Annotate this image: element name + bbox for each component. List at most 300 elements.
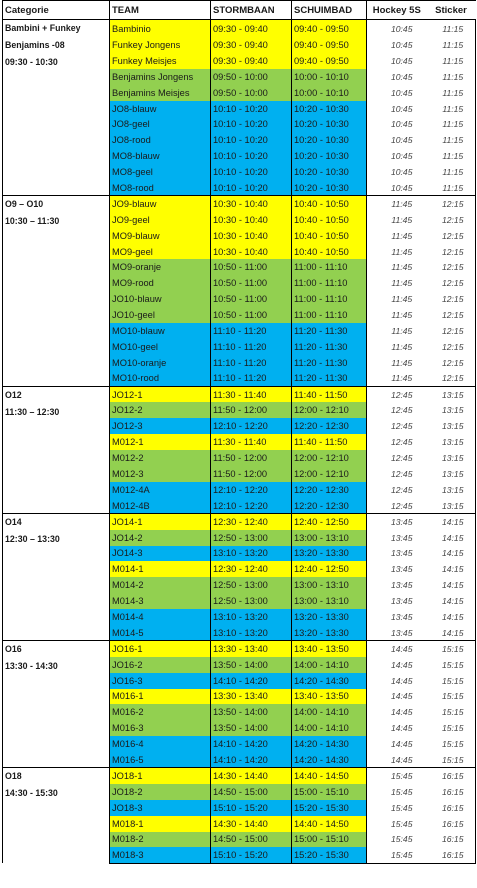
team-cell: JO14-2 <box>110 530 211 546</box>
team-cell: M014-1 <box>110 561 211 577</box>
sticker-time: 11:15 <box>425 132 476 148</box>
sticker-time: 14:15 <box>425 609 476 625</box>
schuimbad-time: 10:40 - 10:50 <box>292 196 367 212</box>
category-time: 14:30 - 15:30 <box>5 788 58 799</box>
category-label: O9 – O10 <box>5 199 44 210</box>
table-body <box>3 20 476 864</box>
hockey-time: 15:45 <box>390 818 413 829</box>
stormbaan-time: 09:50 - 10:00 <box>211 85 292 101</box>
hockey-time: 15:45 <box>367 847 425 863</box>
team-cell: JO12-2 <box>110 402 211 418</box>
schuimbad-time: 10:20 - 10:30 <box>292 132 367 148</box>
schuimbad-time: 09:40 - 09:50 <box>292 53 367 69</box>
hockey-time: 14:45 <box>390 754 413 765</box>
team-cell: Funkey Jongens <box>110 37 211 53</box>
stormbaan-time: 10:10 - 10:20 <box>211 132 292 148</box>
schuimbad-time: 13:00 - 13:10 <box>292 530 367 546</box>
team-cell: M016-4 <box>110 736 211 752</box>
header-row <box>3 1 476 20</box>
hockey-time: 10:45 <box>390 135 413 146</box>
category-time: 11:30 – 12:30 <box>5 407 60 418</box>
schuimbad-time: 09:40 - 09:50 <box>292 20 367 38</box>
team-cell: Bambinio <box>110 20 211 38</box>
schuimbad-time: 13:00 - 13:10 <box>292 593 367 609</box>
stormbaan-time: 11:50 - 12:00 <box>211 450 292 466</box>
schuimbad-time: 12:00 - 12:10 <box>292 450 367 466</box>
category-label: O14 <box>5 517 22 528</box>
stormbaan-time: 12:50 - 13:00 <box>211 530 292 546</box>
category-time: 10:30 – 11:30 <box>5 216 60 227</box>
hockey-time: 12:45 <box>390 500 413 511</box>
schuimbad-time: 15:00 - 15:10 <box>292 784 367 800</box>
stormbaan-time: 10:30 - 10:40 <box>211 228 292 244</box>
sticker-time: 15:15 <box>425 657 476 673</box>
hockey-time: 11:45 <box>391 357 413 368</box>
sticker-time: 15:15 <box>425 704 476 720</box>
schuimbad-time: 10:40 - 10:50 <box>292 228 367 244</box>
sticker-time: 12:15 <box>425 259 476 275</box>
stormbaan-time: 13:30 - 13:40 <box>211 689 292 705</box>
stormbaan-time: 10:10 - 10:20 <box>211 148 292 164</box>
schuimbad-time: 11:20 - 11:30 <box>292 355 367 371</box>
schuimbad-time: 12:00 - 12:10 <box>292 402 367 418</box>
team-cell: JO10-blauw <box>110 291 211 307</box>
team-cell: JO18-3 <box>110 800 211 816</box>
schuimbad-time: 13:00 - 13:10 <box>292 577 367 593</box>
stormbaan-time: 13:30 - 13:40 <box>211 641 292 657</box>
hockey-time: 13:45 <box>390 627 413 638</box>
hockey-time: 11:45 <box>391 246 413 257</box>
hockey-time: 10:45 <box>390 55 413 66</box>
stormbaan-time: 11:30 - 11:40 <box>211 387 292 403</box>
stormbaan-time: 10:50 - 11:00 <box>211 307 292 323</box>
hockey-time: 13:45 <box>390 580 413 591</box>
hockey-time: 14:45 <box>390 675 413 686</box>
sticker-time: 15:15 <box>425 736 476 752</box>
schuimbad-time: 11:00 - 11:10 <box>292 275 367 291</box>
hockey-time: 14:45 <box>390 739 413 750</box>
stormbaan-time: 12:30 - 12:40 <box>211 514 292 530</box>
category-label: Benjamins -08 <box>5 40 65 50</box>
hockey-time: 11:45 <box>391 230 413 241</box>
sticker-time: 16:15 <box>425 847 476 863</box>
hockey-time: 12:45 <box>390 421 413 432</box>
schedule-row <box>3 20 476 38</box>
category-cell <box>3 641 110 768</box>
schuimbad-time: 11:00 - 11:10 <box>292 307 367 323</box>
team-cell: M012-4A <box>110 482 211 498</box>
sticker-time: 16:15 <box>425 816 476 832</box>
team-cell: JO16-1 <box>110 641 211 657</box>
schuimbad-time: 13:40 - 13:50 <box>292 689 367 705</box>
sticker-time: 11:15 <box>425 37 476 53</box>
stormbaan-time: 13:50 - 14:00 <box>211 704 292 720</box>
sticker-time: 11:15 <box>425 85 476 101</box>
schuimbad-time: 12:20 - 12:30 <box>292 482 367 498</box>
category-time: 13:30 - 14:30 <box>5 661 58 672</box>
team-cell: JO8-blauw <box>110 101 211 117</box>
hockey-time: 10:45 <box>390 151 413 162</box>
hockey-time: 12:45 <box>390 437 413 448</box>
category-cell <box>3 514 110 641</box>
stormbaan-time: 14:50 - 15:00 <box>211 832 292 848</box>
team-cell: M016-2 <box>110 704 211 720</box>
team-cell: M018-2 <box>110 832 211 848</box>
team-cell: M016-3 <box>110 720 211 736</box>
stormbaan-time: 13:10 - 13:20 <box>211 625 292 641</box>
stormbaan-time: 10:50 - 11:00 <box>211 275 292 291</box>
hockey-time: 12:45 <box>390 405 413 416</box>
schuimbad-time: 15:00 - 15:10 <box>292 832 367 848</box>
sticker-time: 15:15 <box>425 641 476 657</box>
hockey-time: 14:45 <box>390 723 413 734</box>
stormbaan-time: 15:10 - 15:20 <box>211 800 292 816</box>
stormbaan-time: 10:50 - 11:00 <box>211 259 292 275</box>
schuimbad-time: 15:20 - 15:30 <box>292 847 367 863</box>
stormbaan-time: 10:10 - 10:20 <box>211 180 292 196</box>
hockey-time: 13:45 <box>390 596 413 607</box>
schuimbad-time: 10:20 - 10:30 <box>292 164 367 180</box>
team-cell: M018-1 <box>110 816 211 832</box>
hockey-time: 10:45 <box>390 87 413 98</box>
sticker-time: 11:15 <box>425 164 476 180</box>
team-cell: MO9-rood <box>110 275 211 291</box>
sticker-time: 13:15 <box>425 466 476 482</box>
sticker-time: 12:15 <box>425 339 476 355</box>
team-cell: M014-4 <box>110 609 211 625</box>
stormbaan-time: 10:10 - 10:20 <box>211 116 292 132</box>
schuimbad-time: 11:20 - 11:30 <box>292 371 367 387</box>
sticker-time: 12:15 <box>425 275 476 291</box>
category-cell <box>3 768 110 863</box>
hockey-time: 13:45 <box>390 548 413 559</box>
team-cell: JO12-3 <box>110 418 211 434</box>
team-cell: M018-3 <box>110 847 211 863</box>
sticker-time: 12:15 <box>425 371 476 387</box>
hockey-time: 14:45 <box>390 691 413 702</box>
hockey-time: 14:45 <box>390 707 413 718</box>
team-cell: M012-3 <box>110 466 211 482</box>
hockey-time: 13:45 <box>390 612 413 622</box>
stormbaan-time: 14:30 - 14:40 <box>211 768 292 784</box>
schuimbad-time: 10:20 - 10:30 <box>292 101 367 117</box>
hockey-time: 10:45 <box>390 167 413 178</box>
sticker-time: 12:15 <box>425 228 476 244</box>
sticker-time: 12:15 <box>425 323 476 339</box>
hockey-time: 12:45 <box>390 453 413 464</box>
team-cell: Funkey Meisjes <box>110 53 211 69</box>
hockey-time: 12:45 <box>390 484 413 495</box>
sticker-time: 11:15 <box>425 69 476 85</box>
schuimbad-time: 10:40 - 10:50 <box>292 244 367 260</box>
hockey-time: 11:45 <box>391 214 413 225</box>
stormbaan-time: 10:30 - 10:40 <box>211 244 292 260</box>
schuimbad-time: 11:40 - 11:50 <box>292 434 367 450</box>
team-cell: MO9-geel <box>110 244 211 260</box>
stormbaan-time: 14:10 - 14:20 <box>211 673 292 689</box>
team-cell: MO8-blauw <box>110 148 211 164</box>
sticker-time: 14:15 <box>425 561 476 577</box>
team-cell: MO8-geel <box>110 164 211 180</box>
category-label: O16 <box>5 644 22 655</box>
sticker-time: 11:15 <box>425 116 476 132</box>
header-sticker: Sticker <box>425 1 476 20</box>
hockey-time: 11:45 <box>367 196 425 212</box>
stormbaan-time: 14:50 - 15:00 <box>211 784 292 800</box>
sticker-time: 16:15 <box>425 800 476 816</box>
schedule-row <box>3 387 476 403</box>
category-cell <box>3 196 110 387</box>
stormbaan-time: 12:50 - 13:00 <box>211 577 292 593</box>
schuimbad-time: 10:00 - 10:10 <box>292 69 367 85</box>
stormbaan-time: 13:10 - 13:20 <box>211 609 292 625</box>
hockey-time: 15:45 <box>367 768 425 784</box>
schedule-row <box>3 196 476 212</box>
sticker-time: 14:15 <box>425 546 476 562</box>
hockey-time: 11:45 <box>391 325 413 336</box>
team-cell: M014-5 <box>110 625 211 641</box>
header-hockey: Hockey 5S <box>367 1 425 20</box>
team-cell: JO9-blauw <box>110 196 211 212</box>
stormbaan-time: 11:10 - 11:20 <box>211 355 292 371</box>
schuimbad-time: 14:40 - 14:50 <box>292 768 367 784</box>
sticker-time: 16:15 <box>425 784 476 800</box>
schuimbad-time: 14:40 - 14:50 <box>292 816 367 832</box>
hockey-time: 10:45 <box>390 119 413 130</box>
sticker-time: 11:15 <box>425 148 476 164</box>
sticker-time: 11:15 <box>425 101 476 117</box>
sticker-time: 11:15 <box>425 180 476 196</box>
hockey-time: 11:45 <box>391 373 413 384</box>
sticker-time: 14:15 <box>425 577 476 593</box>
hockey-time: 10:45 <box>390 182 413 193</box>
sticker-time: 14:15 <box>425 593 476 609</box>
stormbaan-time: 10:10 - 10:20 <box>211 101 292 117</box>
stormbaan-time: 09:30 - 09:40 <box>211 37 292 53</box>
sticker-time: 11:15 <box>425 53 476 69</box>
schuimbad-time: 12:20 - 12:30 <box>292 418 367 434</box>
schedule-row <box>3 641 476 657</box>
team-cell: JO16-2 <box>110 657 211 673</box>
schuimbad-time: 09:40 - 09:50 <box>292 37 367 53</box>
stormbaan-time: 10:30 - 10:40 <box>211 212 292 228</box>
team-cell: JO18-2 <box>110 784 211 800</box>
hockey-time: 12:45 <box>367 387 425 403</box>
header-team: TEAM <box>110 1 211 20</box>
hockey-time: 14:45 <box>390 659 413 670</box>
category-label: Bambini + Funkey <box>5 23 81 33</box>
team-cell: MO9-oranje <box>110 259 211 275</box>
hockey-time: 10:45 <box>390 103 413 114</box>
schedule-row <box>3 768 476 784</box>
hockey-time: 13:45 <box>367 514 425 530</box>
category-cell <box>3 20 110 196</box>
stormbaan-time: 11:30 - 11:40 <box>211 434 292 450</box>
schuimbad-time: 13:40 - 13:50 <box>292 641 367 657</box>
team-cell: JO14-3 <box>110 546 211 562</box>
team-cell: M014-3 <box>110 593 211 609</box>
header-category: Categorie <box>3 1 110 20</box>
schuimbad-time: 10:00 - 10:10 <box>292 85 367 101</box>
stormbaan-time: 13:50 - 14:00 <box>211 657 292 673</box>
team-cell: Benjamins Jongens <box>110 69 211 85</box>
sticker-time: 15:15 <box>425 673 476 689</box>
hockey-time: 15:45 <box>390 834 413 845</box>
sticker-time: 16:15 <box>425 768 476 784</box>
schuimbad-time: 14:20 - 14:30 <box>292 673 367 689</box>
category-label: O12 <box>5 390 22 401</box>
sticker-time: 12:15 <box>425 291 476 307</box>
schedule-table <box>2 0 476 864</box>
sticker-time: 13:15 <box>425 450 476 466</box>
hockey-time: 11:45 <box>391 262 413 273</box>
stormbaan-time: 12:50 - 13:00 <box>211 593 292 609</box>
sticker-time: 12:15 <box>425 212 476 228</box>
stormbaan-time: 14:10 - 14:20 <box>211 752 292 768</box>
hockey-time: 10:45 <box>390 39 413 50</box>
table-header <box>3 1 476 20</box>
hockey-time: 11:45 <box>391 341 413 352</box>
schuimbad-time: 10:20 - 10:30 <box>292 180 367 196</box>
schuimbad-time: 10:40 - 10:50 <box>292 212 367 228</box>
sticker-time: 14:15 <box>425 530 476 546</box>
schuimbad-time: 12:20 - 12:30 <box>292 498 367 514</box>
team-cell: M014-2 <box>110 577 211 593</box>
stormbaan-time: 11:50 - 12:00 <box>211 402 292 418</box>
schuimbad-time: 14:00 - 14:10 <box>292 720 367 736</box>
sticker-time: 13:15 <box>425 418 476 434</box>
schuimbad-time: 12:40 - 12:50 <box>292 514 367 530</box>
schuimbad-time: 10:20 - 10:30 <box>292 148 367 164</box>
team-cell: JO14-1 <box>110 514 211 530</box>
team-cell: JO12-1 <box>110 387 211 403</box>
header-schuimbad: SCHUIMBAD <box>292 1 367 20</box>
sticker-time: 13:15 <box>425 387 476 403</box>
stormbaan-time: 10:30 - 10:40 <box>211 196 292 212</box>
team-cell: JO8-geel <box>110 116 211 132</box>
schedule-row <box>3 514 476 530</box>
stormbaan-time: 10:50 - 11:00 <box>211 291 292 307</box>
stormbaan-time: 12:10 - 12:20 <box>211 482 292 498</box>
schuimbad-time: 13:20 - 13:30 <box>292 609 367 625</box>
sticker-time: 15:15 <box>425 689 476 705</box>
sticker-time: 12:15 <box>425 307 476 323</box>
hockey-time: 15:45 <box>390 802 413 813</box>
category-time: 12:30 – 13:30 <box>5 534 60 545</box>
schuimbad-time: 14:00 - 14:10 <box>292 657 367 673</box>
schuimbad-time: 11:00 - 11:10 <box>292 259 367 275</box>
team-cell: JO8-rood <box>110 132 211 148</box>
hockey-time: 11:45 <box>391 294 413 305</box>
team-cell: JO10-geel <box>110 307 211 323</box>
schuimbad-time: 14:00 - 14:10 <box>292 704 367 720</box>
hockey-time: 11:45 <box>391 310 413 321</box>
team-cell: MO9-blauw <box>110 228 211 244</box>
team-cell: M016-1 <box>110 689 211 705</box>
stormbaan-time: 09:30 - 09:40 <box>211 20 292 38</box>
sticker-time: 13:15 <box>425 402 476 418</box>
schuimbad-time: 13:20 - 13:30 <box>292 546 367 562</box>
category-label: O18 <box>5 771 22 782</box>
team-cell: MO10-rood <box>110 371 211 387</box>
schuimbad-time: 11:20 - 11:30 <box>292 323 367 339</box>
team-cell: JO18-1 <box>110 768 211 784</box>
hockey-time: 10:45 <box>390 71 413 82</box>
team-cell: JO9-geel <box>110 212 211 228</box>
stormbaan-time: 09:50 - 10:00 <box>211 69 292 85</box>
team-cell: MO10-oranje <box>110 355 211 371</box>
hockey-time: 15:45 <box>390 786 413 797</box>
team-cell: Benjamins Meisjes <box>110 85 211 101</box>
sticker-time: 15:15 <box>425 720 476 736</box>
stormbaan-time: 11:10 - 11:20 <box>211 323 292 339</box>
sticker-time: 14:15 <box>425 625 476 641</box>
schuimbad-time: 14:20 - 14:30 <box>292 752 367 768</box>
stormbaan-time: 12:10 - 12:20 <box>211 498 292 514</box>
category-time: 09:30 - 10:30 <box>5 57 58 67</box>
schuimbad-time: 12:00 - 12:10 <box>292 466 367 482</box>
stormbaan-time: 12:30 - 12:40 <box>211 561 292 577</box>
stormbaan-time: 13:10 - 13:20 <box>211 546 292 562</box>
sticker-time: 14:15 <box>425 514 476 530</box>
stormbaan-time: 14:30 - 14:40 <box>211 816 292 832</box>
sticker-time: 11:15 <box>425 20 476 38</box>
hockey-time: 10:45 <box>367 20 425 38</box>
sticker-time: 13:15 <box>425 482 476 498</box>
schuimbad-time: 11:40 - 11:50 <box>292 387 367 403</box>
team-cell: M016-5 <box>110 752 211 768</box>
hockey-time: 11:45 <box>391 278 413 289</box>
schuimbad-time: 11:00 - 11:10 <box>292 291 367 307</box>
team-cell: JO16-3 <box>110 673 211 689</box>
stormbaan-time: 09:30 - 09:40 <box>211 53 292 69</box>
stormbaan-time: 11:50 - 12:00 <box>211 466 292 482</box>
sticker-time: 16:15 <box>425 832 476 848</box>
sticker-time: 12:15 <box>425 244 476 260</box>
schuimbad-time: 11:20 - 11:30 <box>292 339 367 355</box>
sticker-time: 13:15 <box>425 498 476 514</box>
category-cell <box>3 387 110 514</box>
stormbaan-time: 13:50 - 14:00 <box>211 720 292 736</box>
sticker-time: 12:15 <box>425 355 476 371</box>
team-cell: M012-1 <box>110 434 211 450</box>
sticker-time: 12:15 <box>425 196 476 212</box>
team-cell: MO8-rood <box>110 180 211 196</box>
schuimbad-time: 13:20 - 13:30 <box>292 625 367 641</box>
team-cell: MO10-blauw <box>110 323 211 339</box>
schuimbad-time: 14:20 - 14:30 <box>292 736 367 752</box>
schuimbad-time: 12:40 - 12:50 <box>292 561 367 577</box>
team-cell: M012-4B <box>110 498 211 514</box>
hockey-time: 13:45 <box>390 564 413 575</box>
sticker-time: 13:15 <box>425 434 476 450</box>
schuimbad-time: 10:20 - 10:30 <box>292 116 367 132</box>
header-stormbaan: STORMBAAN <box>211 1 292 20</box>
stormbaan-time: 11:10 - 11:20 <box>211 371 292 387</box>
stormbaan-time: 15:10 - 15:20 <box>211 847 292 863</box>
stormbaan-time: 12:10 - 12:20 <box>211 418 292 434</box>
team-cell: M012-2 <box>110 450 211 466</box>
schuimbad-time: 15:20 - 15:30 <box>292 800 367 816</box>
stormbaan-time: 10:10 - 10:20 <box>211 164 292 180</box>
hockey-time: 14:45 <box>367 641 425 657</box>
stormbaan-time: 11:10 - 11:20 <box>211 339 292 355</box>
hockey-time: 13:45 <box>390 532 413 543</box>
stormbaan-time: 14:10 - 14:20 <box>211 736 292 752</box>
team-cell: MO10-geel <box>110 339 211 355</box>
sticker-time: 15:15 <box>425 752 476 768</box>
hockey-time: 12:45 <box>390 468 413 479</box>
